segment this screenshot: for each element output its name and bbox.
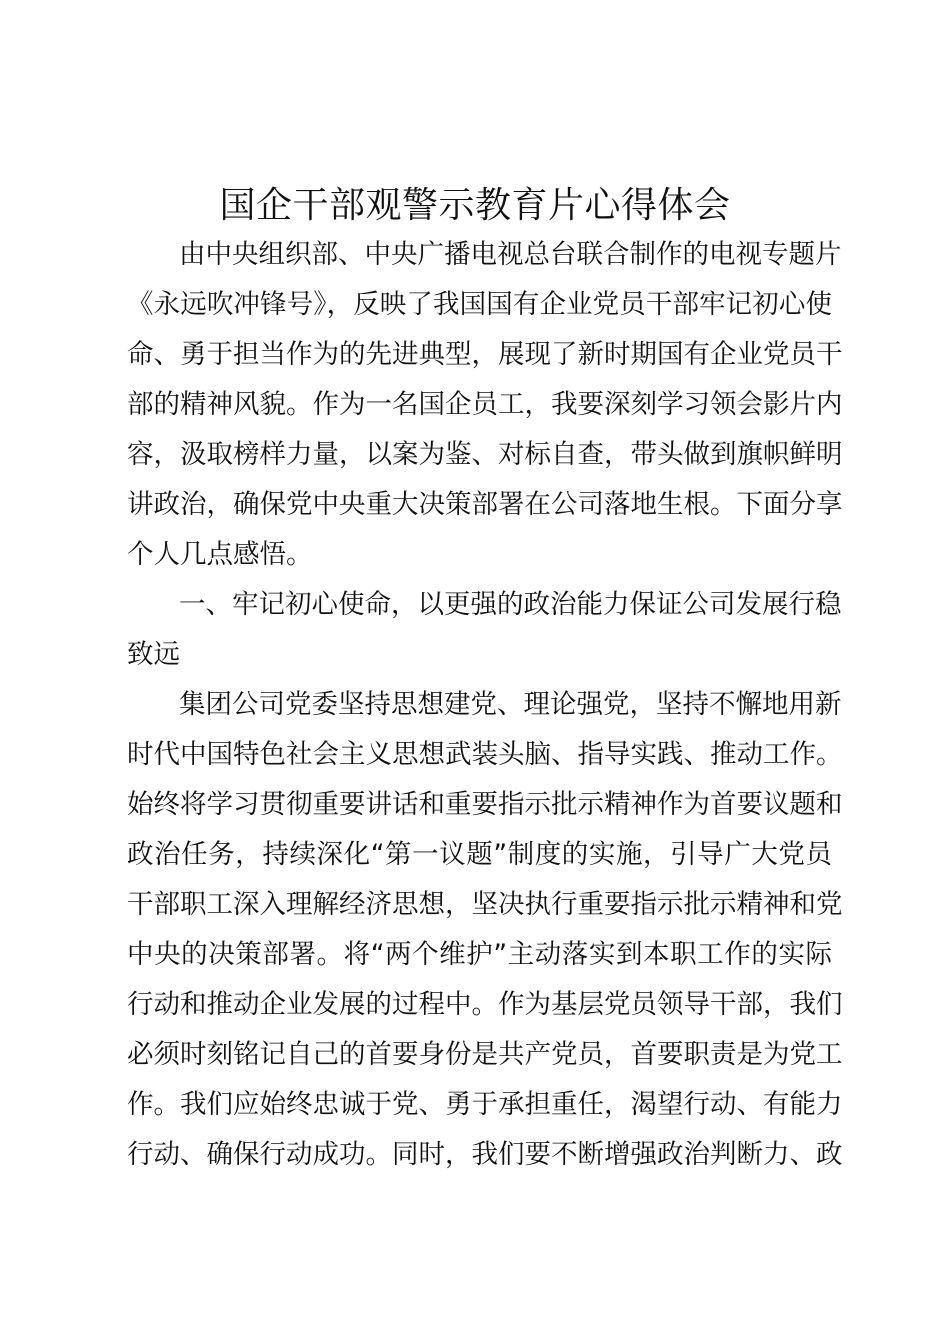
paragraph-line: 作。我们应始终忠诚于党、勇于承担重任，渴望行动、有能力 (127, 1089, 843, 1120)
paragraph-line: 干部职工深入理解经济思想，坚决执行重要指示批示精神和党 (127, 889, 843, 920)
paragraph-line: 时代中国特色社会主义思想武装头脑、指导实践、推动工作。 (127, 739, 843, 770)
section-heading-line: 致远 (127, 639, 180, 670)
paragraph-line: 《永远吹冲锋号》，反映了我国国有企业党员干部牢记初心使 (127, 289, 832, 320)
paragraph-line: 行动、确保行动成功。同时，我们要不断增强政治判断力、政 (127, 1139, 843, 1170)
paragraph-line: 集团公司党委坚持思想建党、理论强党，坚持不懈地用新 (179, 689, 842, 720)
paragraph-line: 政治任务，持续深化“第一议题”制度的实施，引导广大党员 (127, 839, 832, 870)
paragraph-line: 必须时刻铭记自己的首要身份是共产党员，首要职责是为党工 (127, 1039, 843, 1070)
paragraph-line: 中央的决策部署。将“两个维护”主动落实到本职工作的实际 (127, 939, 832, 970)
paragraph-line: 命、勇于担当作为的先进典型，展现了新时期国有企业党员干 (127, 339, 843, 370)
paragraph-line: 行动和推动企业发展的过程中。作为基层党员领导干部，我们 (127, 989, 843, 1020)
paragraph-line: 讲政治，确保党中央重大决策部署在公司落地生根。下面分享 (127, 489, 843, 520)
paragraph-line: 由中央组织部、中央广播电视总台联合制作的电视专题片 (179, 239, 842, 270)
document-title: 国企干部观警示教育片心得体会 (219, 185, 731, 226)
paragraph-line: 部的精神风貌。作为一名国企员工，我要深刻学习领会影片内 (127, 389, 843, 420)
section-heading-line: 一、牢记初心使命，以更强的政治能力保证公司发展行稳 (179, 589, 842, 620)
paragraph-line: 始终将学习贯彻重要讲话和重要指示批示精神作为首要议题和 (127, 789, 843, 820)
paragraph-line: 个人几点感悟。 (127, 539, 313, 570)
paragraph-line: 容，汲取榜样力量，以案为鉴、对标自查，带头做到旗帜鲜明 (127, 439, 843, 470)
